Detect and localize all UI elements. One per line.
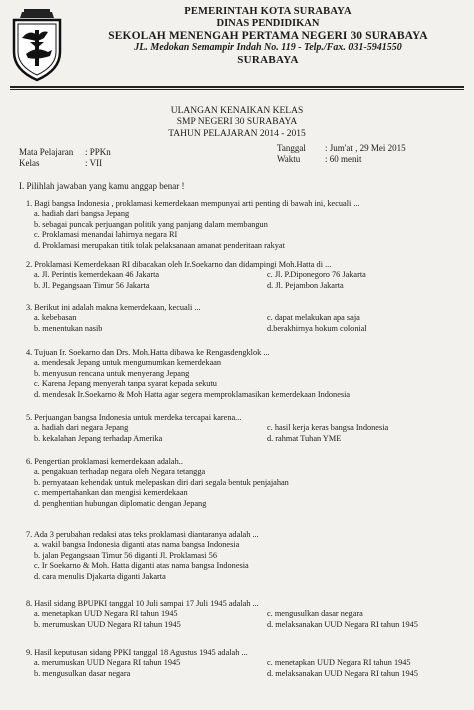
exam-title-line1: ULANGAN KENAIKAN KELAS (170, 106, 304, 116)
question-stem: 4. Tujuan Ir. Soekarno dan Drs. Moh.Hatta dibawa ke Rengasdengklok ... (26, 348, 270, 357)
question-1 (26, 199, 360, 251)
option-a: a. kebebasan (34, 313, 77, 323)
option-d: d. melaksanakan UUD Negara RI tahun 1945 (267, 668, 418, 678)
exam-title (0, 106, 474, 140)
option-c: c. Karena Jepang menyerah tanpa syarat kepada sekutu (34, 379, 217, 389)
question-stem: 3. Berikut ini adalah makna kemerdekaan, kecuali ... (26, 303, 201, 312)
exam-title-line2: SMP NEGERI 30 SURABAYA (176, 117, 298, 128)
question-4 (26, 348, 350, 400)
option-d: d. penghentian hubungan diplomatic dengan Jepang (34, 498, 207, 508)
date-value: : Jum'at , 29 Mei 2015 (325, 143, 406, 153)
question-stem: 8. Hasil sidang BPUPKI tanggal 10 Juli sampai 17 Juli 1945 adalah ... (26, 599, 259, 608)
question-5 (26, 413, 388, 444)
option-d: d. melaksanakan UUD Negara RI tahun 1945 (267, 619, 418, 629)
option-b: b. pernyataan kehendak untuk melepaskan diri dari segala bentuk penjajahan (34, 477, 289, 487)
option-c: c. mempertahankan dan mengisi kemerdekaan (34, 488, 188, 498)
option-c: c. hasil kerja keras bangsa Indonesia (267, 423, 389, 433)
option-d: d. cara menulis Djakarta diganti Jakarta (34, 571, 166, 581)
question-3 (26, 303, 367, 334)
option-a: a. wakil bangsa Indonesia diganti atas nama bangsa Indonesia (34, 540, 240, 550)
exam-title-line3: TAHUN PELAJARAN 2014 - 2015 (168, 128, 306, 139)
question-2 (26, 260, 366, 291)
option-d: d. mendesak Ir.Soekarno & Moh Hatta agar segera memproklamasikan kemerdekaan Indonesia (34, 389, 351, 399)
letterhead-address: JL. Medokan Semampir Indah No. 119 - Telp./Fax. 031-5941550 (134, 42, 402, 54)
question-6 (26, 457, 289, 509)
question-stem: 6. Pengertian proklamasi kemerdekaan adalah.. (26, 457, 183, 466)
question-stem: 2. Proklamasi Kemerdekaan RI dibacakan oleh Ir.Soekarno dan didampingi Moh.Hatta di ... (26, 260, 332, 269)
option-b: b. sebagai puncak perjuangan politik yang panjang dalam membangun (34, 219, 268, 229)
class-value: : VII (85, 158, 103, 169)
option-a: a. Jl. Perintis kemerdekaan 46 Jakarta (34, 270, 160, 280)
option-b: b. kekalahan Jepang terhadap Amerika (34, 433, 163, 443)
info-right (277, 143, 406, 166)
date-label: Tanggal (277, 143, 306, 153)
option-c: c. dapat melakukan apa saja (267, 313, 360, 323)
option-d: d. rahmat Tuhan YME (267, 433, 342, 443)
letterhead-rule-thick (10, 86, 464, 88)
instruction: I. Pilihlah jawaban yang kamu anggap benar ! (19, 181, 185, 191)
question-7 (26, 530, 259, 582)
question-9 (26, 648, 418, 679)
class-label: Kelas (19, 158, 40, 169)
option-b: b. Jl. Pegangsaan Timur 56 Jakarta (34, 280, 150, 290)
time-label: Waktu (277, 154, 301, 165)
info-left (19, 147, 111, 170)
letterhead-city: SURABAYA (237, 53, 299, 66)
option-c: c. Jl. P.Diponegoro 76 Jakarta (267, 270, 366, 280)
option-a: a. hadiah dari negara Jepang (34, 423, 129, 433)
option-c: c. Ir Soekarno & Moh. Hatta diganti atas nama bangsa Indonesia (34, 561, 249, 571)
option-a: a. pengakuan terhadap negara oleh Negara tetangga (34, 467, 206, 477)
option-b: b. mengusulkan dasar negara (34, 668, 131, 678)
option-c: c. mengusulkan dasar negara (267, 609, 363, 619)
time-value: : 60 menit (325, 154, 362, 165)
subject-value: : PPKn (85, 147, 111, 157)
option-b: b. merumuskan UUD Negara RI tahun 1945 (34, 619, 181, 629)
letterhead-department: DINAS PENDIDIKAN (216, 17, 320, 29)
question-stem: 7. Ada 3 perubahan redaksi atas teks proklamasi diantaranya adalah ... (26, 530, 259, 539)
option-c: c. Proklamasi menandai lahirnya negara RI (34, 230, 178, 240)
letterhead-school: SEKOLAH MENENGAH PERTAMA NEGERI 30 SURABAYA (108, 29, 428, 42)
letterhead-government: PEMERINTAH KOTA SURABAYA (184, 6, 352, 17)
surabaya-city-emblem-icon (8, 8, 66, 82)
subject-label: Mata Pelajaran (19, 147, 74, 157)
question-stem: 1. Bagi bangsa Indonesia , proklamasi kemerdekaan mempunyai arti penting di bawah ini, kecuali ... (26, 199, 360, 208)
question-8 (26, 599, 418, 630)
option-b: b. jalan Pegangsaan Timur 56 diganti Jl. Proklamasi 56 (34, 550, 217, 560)
letterhead-rule-thin (10, 89, 464, 90)
option-d: d. Proklamasi merupakan titik tolak pelaksanaan amanat penderitaan rakyat (34, 240, 285, 250)
option-c: c. menetapkan UUD Negara RI tahun 1945 (267, 658, 411, 668)
option-b: b. menentukan nasib (34, 323, 103, 333)
option-d: d.berakhirnya hokum colonial (267, 323, 367, 333)
question-stem: 9. Hasil keputusan sidang PPKI tanggal 18 Agustus 1945 adalah ... (26, 648, 248, 657)
option-a: a. menetapkan UUD Negara RI tahun 1945 (34, 609, 178, 619)
option-d: d. Jl. Pejambon Jakarta (267, 280, 344, 290)
question-stem: 5. Perjuangan bangsa Indonesia untuk merdeka tercapai karena... (26, 413, 242, 422)
option-a: a. mendesak Jepang untuk mengumumkan kemerdekaan (34, 358, 222, 368)
option-a: a. merumuskan UUD Negara RI tahun 1945 (34, 658, 181, 668)
option-a: a. hadiah dari bangsa Jepang (34, 209, 130, 219)
letterhead (70, 6, 466, 66)
option-b: b. menyusun rencana untuk menyerang Jepang (34, 368, 190, 378)
